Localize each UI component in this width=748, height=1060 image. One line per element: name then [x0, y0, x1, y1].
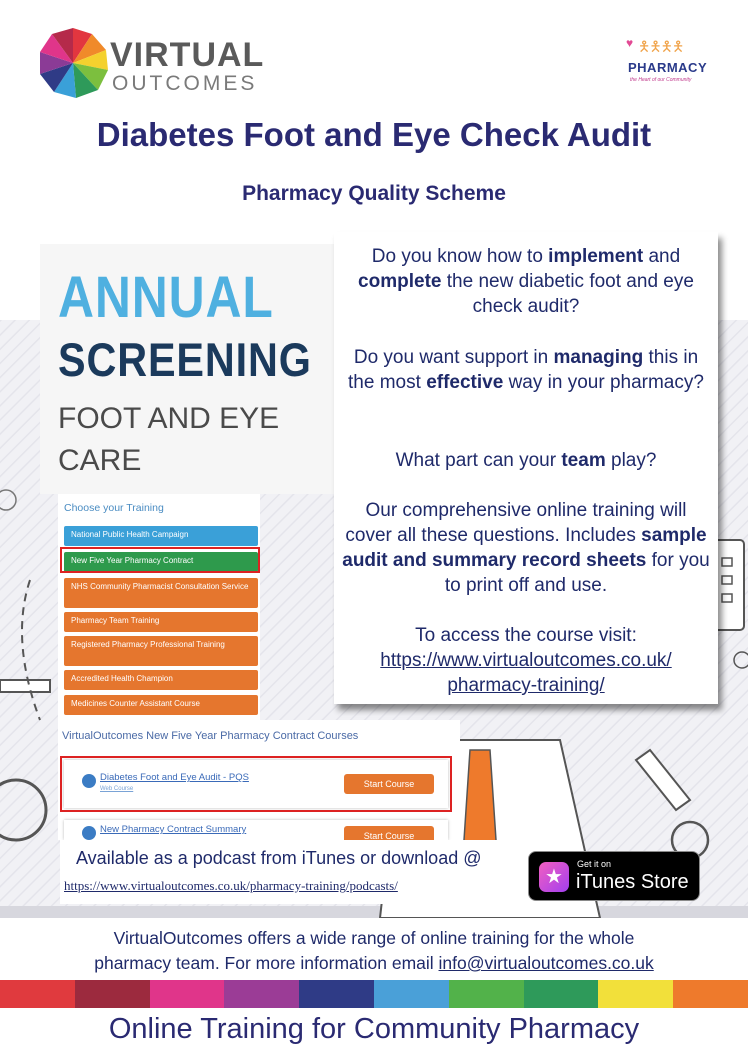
info-paragraph-2: Do you want support in managing this in the most effective way in your pharmacy? [348, 347, 704, 393]
colour-stripe [150, 980, 225, 1008]
page-title: Diabetes Foot and Eye Check Audit [96, 116, 652, 153]
training-button-counter-assistant[interactable]: Medicines Counter Assistant Course [64, 695, 258, 715]
training-button-nhs-consultation[interactable]: NHS Community Pharmacist Consultation Service [64, 578, 258, 608]
pharmacy-word: PHARMACY [628, 60, 708, 75]
annual-screening-panel [40, 244, 336, 494]
screening-line-2: SCREENING [58, 333, 312, 386]
itunes-badge[interactable] [528, 851, 700, 901]
highlight-box [60, 756, 452, 812]
bottom-tagline: Online Training for Community Pharmacy [108, 1013, 640, 1045]
course-row [64, 820, 448, 840]
podcast-strip [60, 840, 526, 904]
training-button-team[interactable]: Pharmacy Team Training [64, 612, 258, 632]
pharmacy-logo [624, 36, 720, 90]
screening-line-3: FOOT AND EYE [58, 402, 280, 435]
start-course-button[interactable]: Start Course [344, 826, 434, 840]
course-type: Web Course [100, 786, 134, 792]
podcast-link[interactable]: https://www.virtualoutcomes.co.uk/pharmacy-training/podcasts/ [64, 878, 398, 893]
colour-stripe [0, 980, 75, 1008]
start-course-button[interactable]: Start Course [344, 774, 434, 794]
training-heading: Choose your Training [64, 502, 164, 514]
itunes-small-text: Get it on [577, 859, 612, 869]
training-button-public-health[interactable]: National Public Health Campaign [64, 526, 258, 546]
virtual-outcomes-logo [30, 22, 290, 102]
colour-stripe [598, 980, 673, 1008]
info-course-link[interactable]: https://www.virtualoutcomes.co.uk/ pharmacy-training/ [380, 650, 672, 696]
info-access-label: To access the course visit: [415, 625, 637, 646]
highlight-box [60, 547, 260, 573]
brand-sub: OUTCOMES [112, 72, 258, 95]
training-menu [58, 494, 260, 720]
colour-stripe [524, 980, 599, 1008]
courses-heading: VirtualOutcomes New Five Year Pharmacy Contract Courses [62, 730, 359, 742]
colour-stripe [75, 980, 150, 1008]
colour-stripe-bar [0, 980, 748, 1008]
course-link[interactable]: New Pharmacy Contract Summary [100, 824, 247, 835]
info-paragraph-4: Our comprehensive online training will cover all these questions. Includes sample audit and summary record sheets for you to print off and use. [342, 500, 710, 596]
training-button-registered-professional[interactable]: Registered Pharmacy Professional Training [64, 636, 258, 666]
colour-burst-icon [36, 26, 110, 100]
itunes-store-text: iTunes Store [576, 871, 689, 893]
brand-main: VIRTUAL [110, 36, 265, 74]
colour-stripe [673, 980, 748, 1008]
podcast-text: Available as a podcast from iTunes or download @ [76, 848, 482, 868]
globe-icon [82, 826, 96, 840]
training-button-five-year-contract[interactable]: New Five Year Pharmacy Contract [64, 552, 258, 572]
training-button-health-champion[interactable]: Accredited Health Champion [64, 670, 258, 690]
colour-stripe [374, 980, 449, 1008]
colour-stripe [299, 980, 374, 1008]
heart-icon: ♥ [626, 36, 634, 50]
colour-stripe [224, 980, 299, 1008]
page-subtitle: Pharmacy Quality Scheme [242, 182, 506, 205]
email-link[interactable]: info@virtualoutcomes.co.uk [438, 953, 654, 973]
info-paragraph-1: Do you know how to implement and complete the new diabetic foot and eye check audit? [358, 246, 694, 317]
pharmacy-tagline: the Heart of our Community [630, 77, 692, 83]
screening-line-1: ANNUAL [58, 265, 274, 330]
info-box [334, 232, 718, 704]
people-icon: 🯅🯅🯅🯅 [638, 38, 684, 54]
footer-text: VirtualOutcomes offers a wide range of online training for the whole pharmacy team. For more information email info@virtualoutcomes.co.uk [94, 928, 654, 973]
courses-panel [58, 720, 460, 840]
info-paragraph-3: What part can your team play? [395, 450, 657, 471]
colour-stripe [449, 980, 524, 1008]
course-link[interactable]: Diabetes Foot and Eye Audit - PQS [100, 772, 249, 783]
star-icon: ★ [539, 862, 569, 892]
screening-line-4: CARE [58, 444, 142, 477]
